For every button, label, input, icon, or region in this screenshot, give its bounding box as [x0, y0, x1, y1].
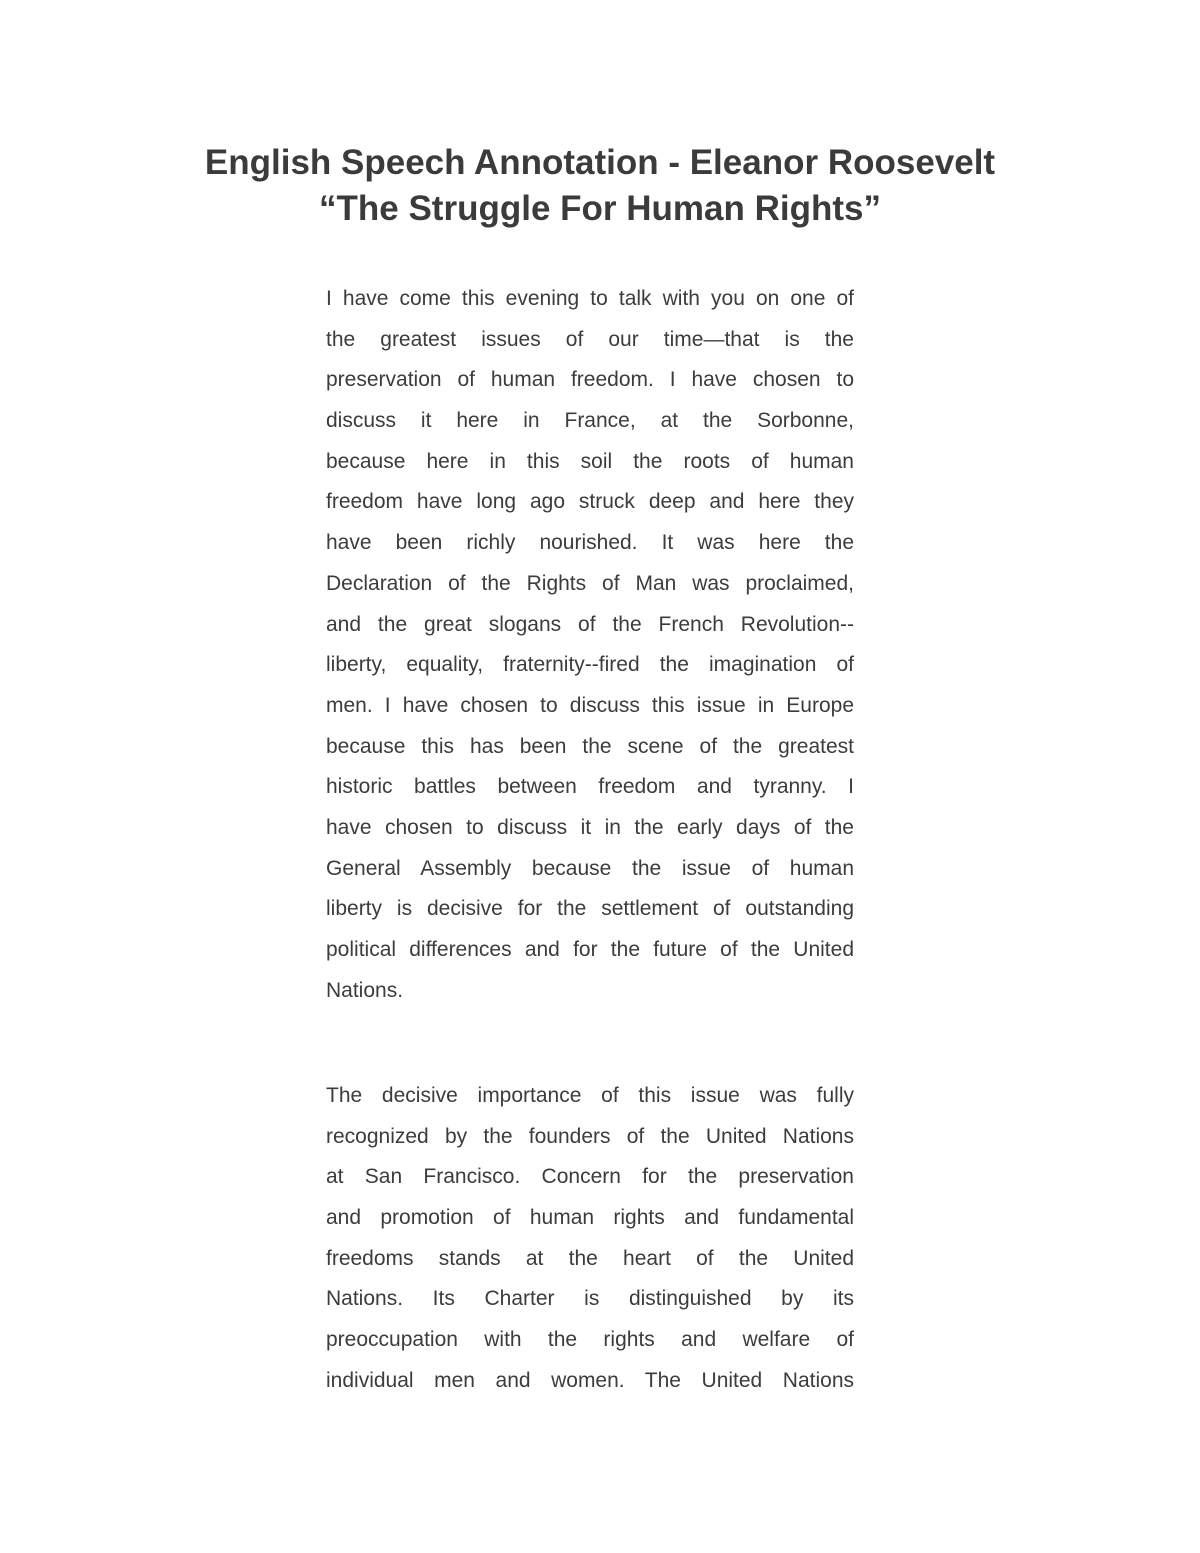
paragraph-line: Nations. Its Charter is distinguished by its — [326, 1287, 854, 1311]
paragraph-line: preservation of human freedom. I have chosen to — [326, 368, 854, 392]
paragraph-2 — [326, 1076, 854, 1402]
paragraph-line: The decisive importance of this issue was fully — [326, 1084, 854, 1107]
paragraph-line: have chosen to discuss it in the early days of the — [326, 815, 854, 839]
paragraph-line: freedom have long ago struck deep and here they — [326, 490, 854, 514]
paragraph-line: have been richly nourished. It was here the — [326, 531, 854, 555]
document-title — [100, 140, 1100, 232]
paragraph-line: the greatest issues of our time—that is the — [326, 327, 854, 351]
paragraph-line: because this has been the scene of the greatest — [326, 734, 854, 758]
title-line-1: English Speech Annotation - Eleanor Roosevelt — [204, 143, 996, 182]
paragraph-line: General Assembly because the issue of human — [326, 856, 854, 880]
paragraph-line: individual men and women. The United Nations — [326, 1368, 854, 1392]
paragraph-line: discuss it here in France, at the Sorbonne, — [326, 409, 854, 433]
paragraph-line: political differences and for the future of the United — [326, 938, 854, 961]
paragraph-line: and promotion of human rights and fundamental — [326, 1206, 854, 1230]
paragraph-line: Nations. — [326, 978, 404, 1002]
paragraph-line: liberty, equality, fraternity--fired the imagination of — [326, 653, 854, 677]
paragraph-line: historic battles between freedom and tyranny. I — [326, 775, 854, 799]
paragraph-line: preoccupation with the rights and welfare of — [326, 1328, 854, 1352]
paragraph-line: Declaration of the Rights of Man was proclaimed, — [326, 571, 854, 595]
paragraph-line: recognized by the founders of the United Nations — [326, 1124, 854, 1148]
paragraph-line: men. I have chosen to discuss this issue in Europe — [326, 693, 854, 717]
title-line-2: “The Struggle For Human Rights” — [319, 189, 881, 228]
paragraph-line: and the great slogans of the French Revolution-- — [326, 612, 854, 636]
paragraph-line: at San Francisco. Concern for the preservation — [326, 1165, 854, 1189]
paragraph-line: freedoms stands at the heart of the United — [326, 1246, 854, 1270]
paragraph-1 — [326, 279, 854, 1011]
paragraph-line: because here in this soil the roots of human — [326, 449, 854, 473]
paragraph-line: I have come this evening to talk with you on one of — [326, 287, 854, 310]
paragraph-line: liberty is decisive for the settlement of outstanding — [326, 897, 854, 921]
